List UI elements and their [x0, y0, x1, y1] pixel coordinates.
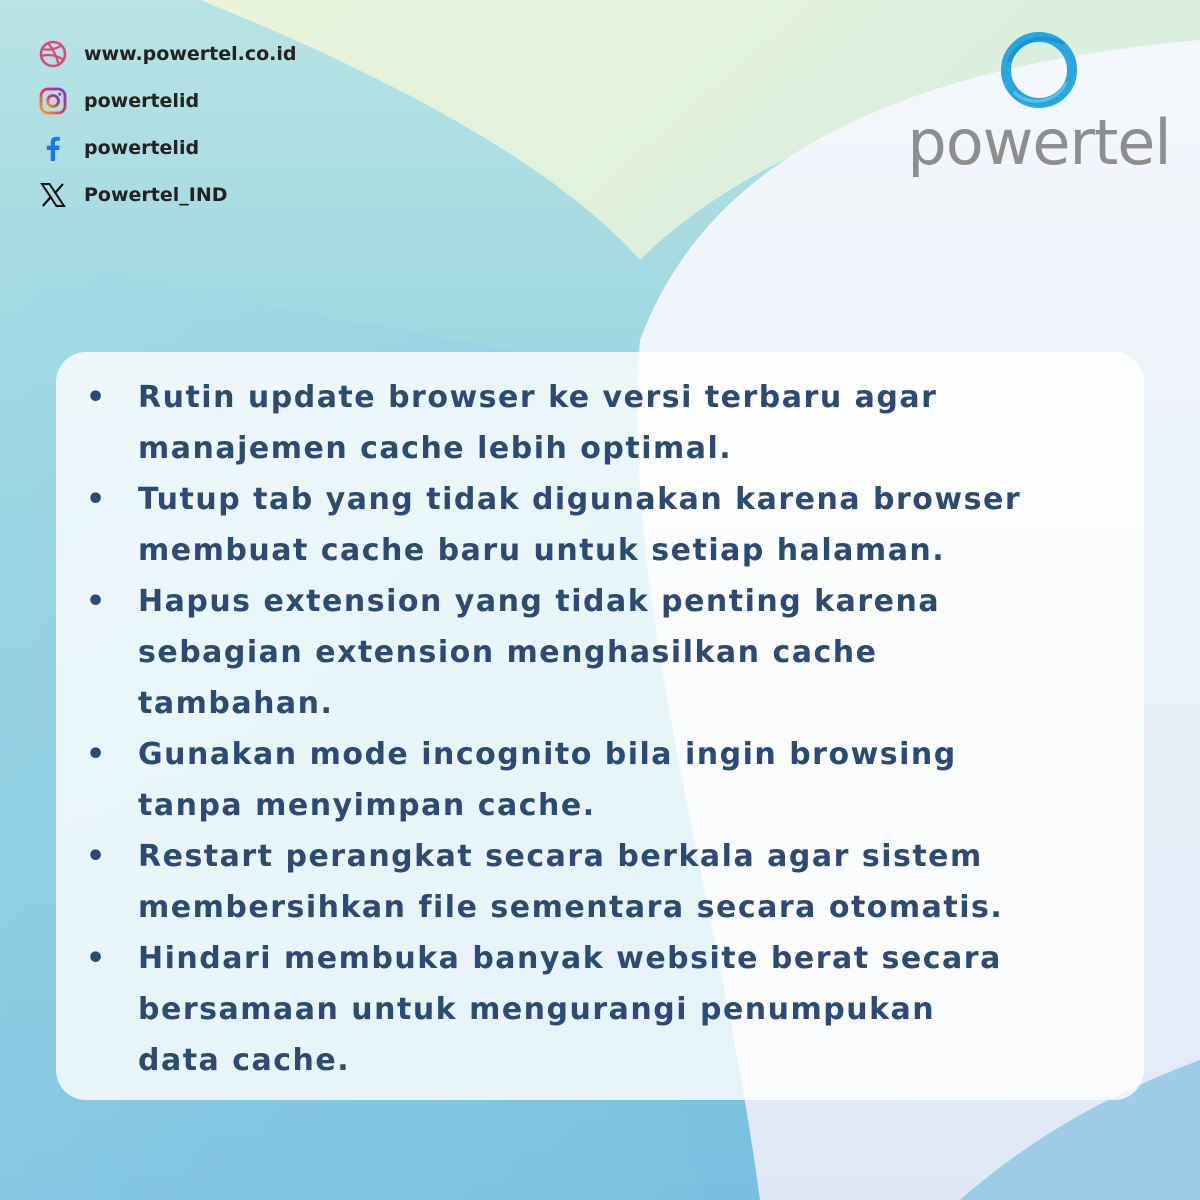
dribbble-icon — [36, 37, 70, 71]
tip-text: Restart perangkat secara berkala agar sistem membersihkan file sementara secara otomatis. — [138, 839, 1004, 925]
social-links — [36, 30, 296, 218]
facebook-icon — [36, 131, 70, 165]
list-item — [86, 729, 1114, 831]
bullet: • — [86, 584, 106, 619]
list-item — [86, 576, 1114, 729]
tip-text: Hindari membuka banyak website berat secara bersamaan untuk mengurangi penumpukan data cache. — [138, 941, 1002, 1078]
social-website[interactable] — [36, 30, 296, 77]
instagram-icon — [36, 84, 70, 118]
tips-list — [56, 352, 1144, 1086]
social-x[interactable] — [36, 171, 296, 218]
list-item — [86, 831, 1114, 933]
tip-text: Tutup tab yang tidak digunakan karena browser membuat cache baru untuk setiap halaman. — [138, 482, 1022, 568]
social-facebook[interactable] — [36, 124, 296, 171]
x-icon — [36, 178, 70, 212]
x-label: Powertel_IND — [84, 183, 228, 206]
tips-card — [56, 352, 1144, 1100]
list-item — [86, 372, 1114, 474]
logo-wordmark: powertel — [907, 106, 1171, 179]
facebook-label: powertelid — [84, 136, 200, 159]
powertel-logo — [904, 22, 1174, 182]
tip-text: Gunakan mode incognito bila ingin browsing tanpa menyimpan cache. — [138, 737, 957, 823]
social-instagram[interactable] — [36, 77, 296, 124]
bullet: • — [86, 482, 106, 517]
list-item — [86, 474, 1114, 576]
website-label: www.powertel.co.id — [84, 42, 297, 65]
instagram-label: powertelid — [84, 89, 200, 112]
tip-text: Rutin update browser ke versi terbaru agar manajemen cache lebih optimal. — [138, 380, 938, 466]
bullet: • — [86, 737, 106, 772]
bullet: • — [86, 380, 106, 415]
list-item — [86, 933, 1114, 1086]
bullet: • — [86, 839, 106, 874]
bullet: • — [86, 941, 106, 976]
tip-text: Hapus extension yang tidak penting karena sebagian extension menghasilkan cache tambahan. — [138, 584, 941, 721]
